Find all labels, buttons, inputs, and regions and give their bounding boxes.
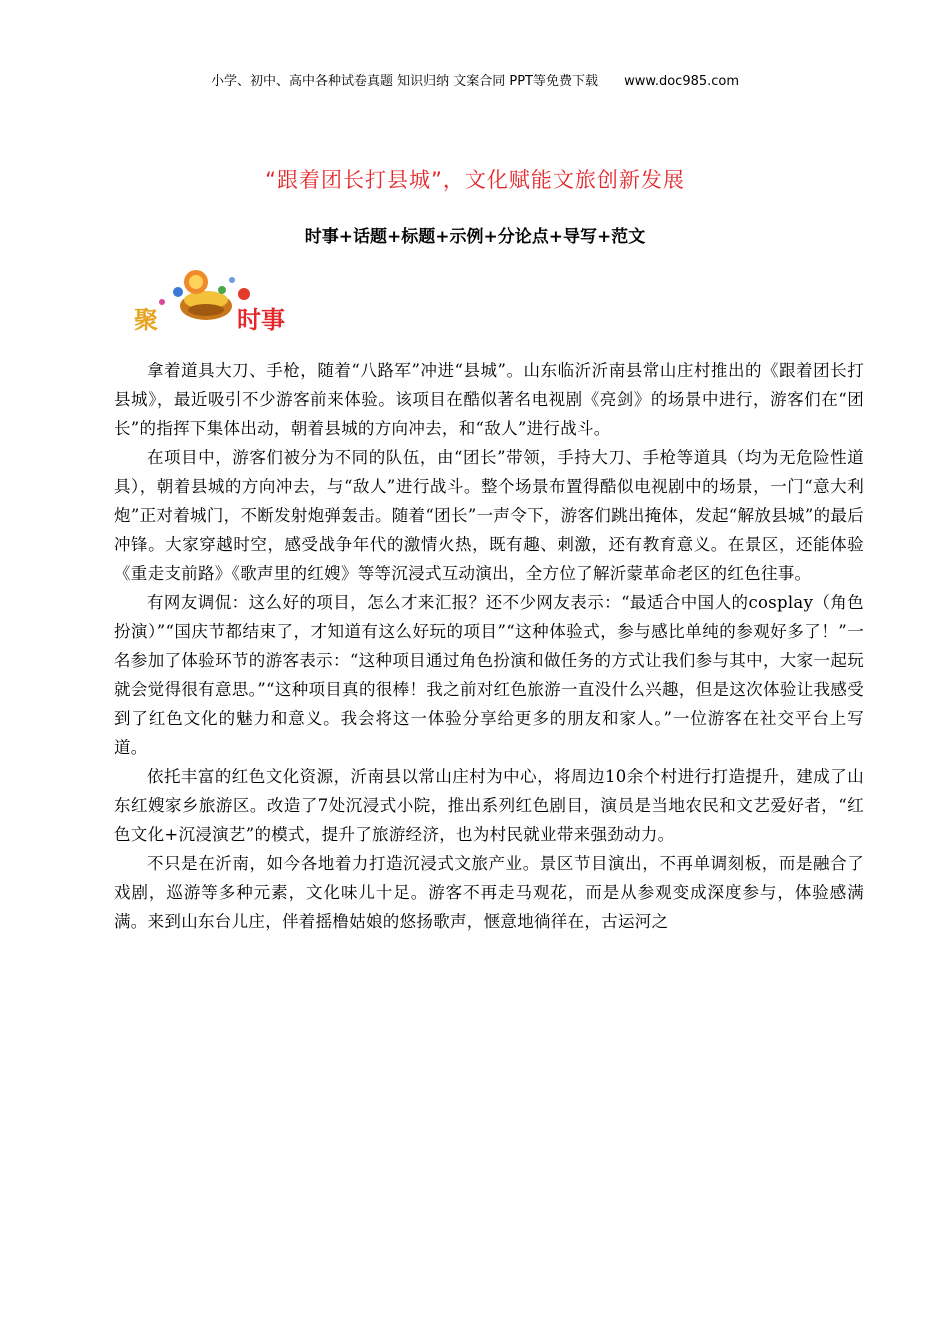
section-label-right: 时事 <box>237 306 285 334</box>
header-site-link[interactable]: www.doc985.com <box>624 74 740 89</box>
article-body <box>114 356 864 936</box>
paragraph: 拿着道具大刀、手枪，随着“八路军”冲进“县城”。山东临沂沂南县常山庄村推出的《跟着团长打县城》，最近吸引不少游客前来体验。该项目在酷似著名电视剧《亮剑》的场景中进行，游客们在“团长”的指挥下集体出动，朝着县城的方向冲去，和“敌人”进行战斗。 <box>114 361 864 438</box>
paragraph: 不只是在沂南，如今各地着力打造沉浸式文旅产业。景区节目演出，不再单调刻板，而是融合了戏剧，巡游等多种元素，文化味儿十足。游客不再走马观花，而是从参观变成深度参与，体验感满满。来到山东台儿庄，伴着摇橹姑娘的悠扬歌声，惬意地徜徉在，古运河之 <box>114 854 864 931</box>
article-subtitle: 时事+话题+标题+示例+分论点+导写+范文 <box>304 227 646 247</box>
section-heading <box>134 262 334 334</box>
header-text: 小学、初中、高中各种试卷真题 知识归纳 文案合同 PPT等免费下载 <box>210 74 598 89</box>
paragraph: 有网友调侃：这么好的项目，怎么才来汇报？还不少网友表示：“最适合中国人的cosplay（角色扮演）”“国庆节都结束了，才知道有这么好玩的项目”“这种体验式，参与感比单纯的参观好多了！”一名参加了体验环节的游客表示：“这种项目通过角色扮演和做任务的方式让我们参与其中，大家一起玩就会觉得很有意思。”“这种项目真的很棒！我之前对红色旅游一直没什么兴趣，但是这次体验让我感受到了红色文化的魅力和意义。我会将这一体验分享给更多的朋友和家人。”一位游客在社交平台上写道。 <box>114 593 864 757</box>
page-header <box>0 70 950 89</box>
article-title: “跟着团长打县城”，文化赋能文旅创新发展 <box>265 168 685 192</box>
paragraph: 在项目中，游客们被分为不同的队伍，由“团长”带领，手持大刀、手枪等道具（均为无危险性道具），朝着县城的方向冲去，与“敌人”进行战斗。整个场景布置得酷似电视剧中的场景，一门“意大利炮”正对着城门，不断发射炮弹轰击。随着“团长”一声令下，游客们跳出掩体，发起“解放县城”的最后冲锋。大家穿越时空，感受战争年代的激情火热，既有趣、刺激，还有教育意义。在景区，还能体验《重走支前路》《歌声里的红嫂》等等沉浸式互动演出，全方位了解沂蒙革命老区的红色往事。 <box>114 448 864 583</box>
paragraph: 依托丰富的红色文化资源，沂南县以常山庄村为中心，将周边10余个村进行打造提升，建成了山东红嫂家乡旅游区。改造了7处沉浸式小院，推出系列红色剧目，演员是当地农民和文艺爱好者，“红色文化+沉浸演艺”的模式，提升了旅游经济，也为村民就业带来强劲动力。 <box>114 767 864 844</box>
section-label-left: 聚 <box>134 306 158 334</box>
